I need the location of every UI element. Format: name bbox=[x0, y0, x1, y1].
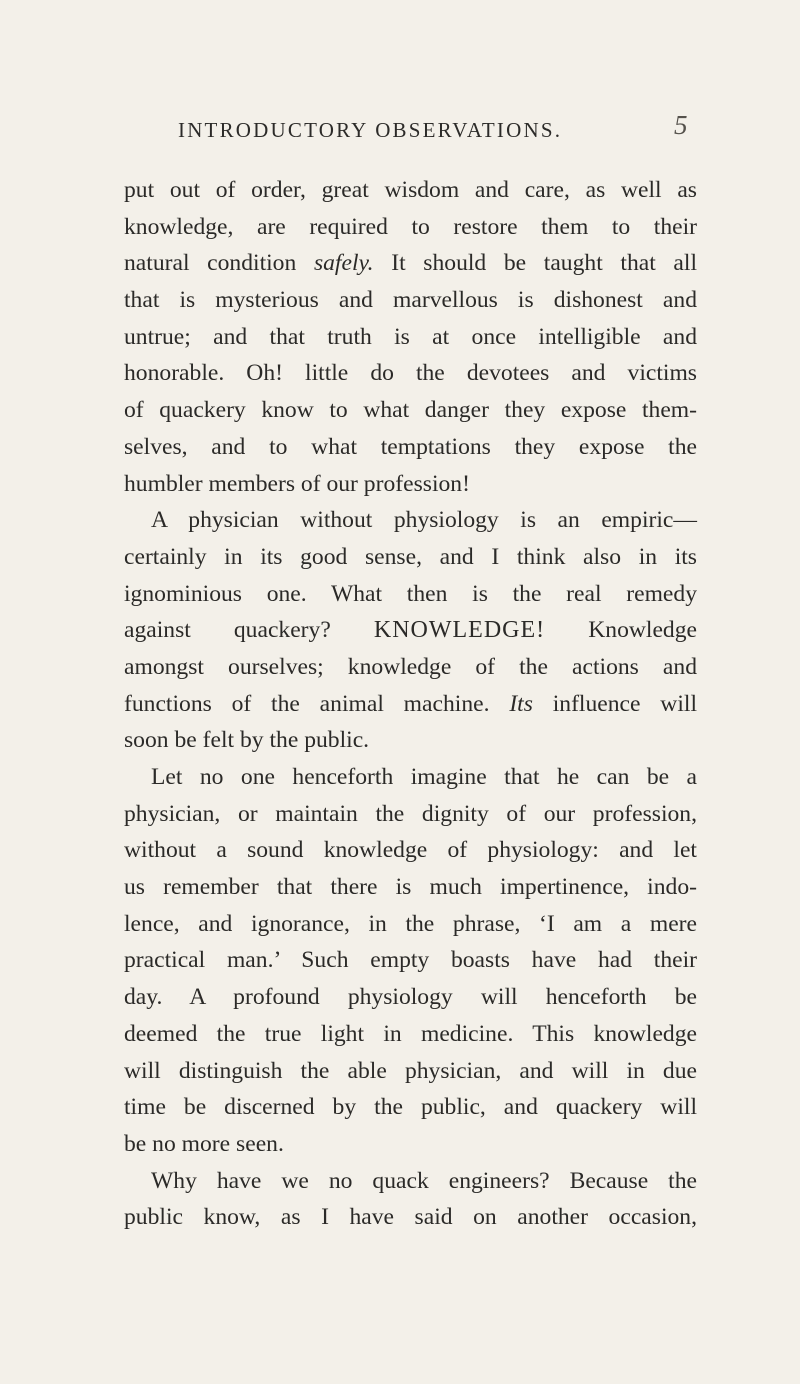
text-line: physician, or maintain the dignity of our profession, bbox=[124, 800, 697, 827]
text-segment: against quackery? bbox=[124, 617, 331, 644]
text-line: humbler members of our profession! bbox=[124, 470, 470, 497]
text-line: Let no one henceforth imagine that he can be a bbox=[151, 764, 697, 790]
text-segment: functions of the animal machine. bbox=[124, 690, 490, 717]
page-number: 5 bbox=[674, 110, 688, 140]
text-segment: natural condition bbox=[124, 250, 297, 277]
text-line: amongst ourselves; knowledge of the actions and bbox=[124, 653, 697, 680]
text-line: lence, and ignorance, in the phrase, ‘I am a mere bbox=[124, 910, 697, 937]
text-line: of quackery know to what danger they expose them- bbox=[124, 397, 697, 424]
text-line: untrue; and that truth is at once intelligible and bbox=[124, 323, 697, 350]
text-line: A physician without physiology is an empiric— bbox=[151, 507, 697, 534]
text-line: soon be felt by the public. bbox=[124, 727, 370, 754]
running-head-title: INTRODUCTORY OBSERVATIONS. bbox=[178, 118, 563, 142]
text-line: Why have we no quack engineers? Because the bbox=[151, 1167, 697, 1194]
text-line: deemed the true light in medicine. This knowledge bbox=[124, 1020, 697, 1047]
text-line: us remember that there is much impertinence, indo- bbox=[124, 874, 697, 901]
text-line: knowledge, are required to restore them to their bbox=[124, 213, 697, 240]
text-line: honorable. Oh! little do the devotees and victims bbox=[124, 360, 697, 387]
body-text bbox=[124, 172, 697, 1236]
text-segment: Knowledge bbox=[588, 617, 697, 644]
running-head bbox=[0, 110, 800, 148]
emphasis-knowledge: KNOWLEDGE! bbox=[373, 617, 546, 644]
text-line: time be discerned by the public, and quackery will bbox=[124, 1094, 697, 1121]
text-line: without a sound knowledge of physiology: and let bbox=[124, 837, 697, 864]
text-line: that is mysterious and marvellous is dishonest and bbox=[124, 287, 697, 314]
text-line: certainly in its good sense, and I think also in its bbox=[124, 543, 697, 570]
text-line: be no more seen. bbox=[124, 1130, 284, 1157]
text-line: ignominious one. What then is the real remedy bbox=[124, 580, 697, 607]
text-line bbox=[124, 686, 697, 723]
text-line: put out of order, great wisdom and care, as well as bbox=[124, 177, 697, 203]
text-line bbox=[124, 245, 697, 282]
text-line: selves, and to what temptations they expose the bbox=[124, 433, 697, 460]
emphasis-safely: safely. bbox=[313, 250, 374, 277]
emphasis-its: Its bbox=[509, 690, 533, 717]
text-segment: influence will bbox=[552, 690, 697, 717]
text-segment: It should be taught that all bbox=[391, 250, 697, 277]
text-line: day. A profound physiology will henceforth be bbox=[124, 984, 697, 1011]
text-line bbox=[124, 612, 697, 649]
text-line: public know, as I have said on another occasion, bbox=[124, 1204, 697, 1231]
text-line: will distinguish the able physician, and will in due bbox=[124, 1057, 697, 1084]
text-line: practical man.’ Such empty boasts have had their bbox=[124, 947, 697, 974]
